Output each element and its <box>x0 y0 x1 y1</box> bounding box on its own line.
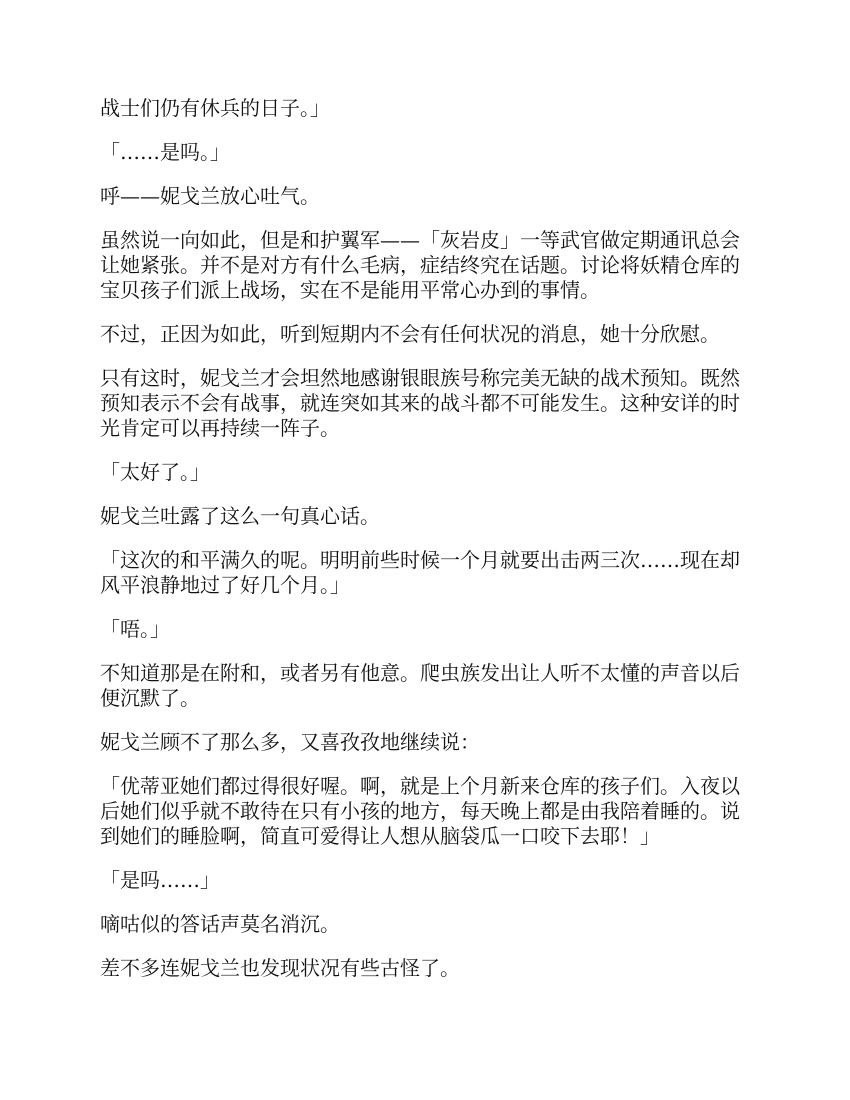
paragraph: 妮戈兰吐露了这么一句真心话。 <box>100 504 380 528</box>
paragraph: 妮戈兰顾不了那么多，又喜孜孜地继续说： <box>100 730 480 754</box>
paragraph: 「这次的和平满久的呢。明明前些时候一个月就要出击两三次……现在却风平浪静地过了好几个月。」 <box>100 548 740 597</box>
paragraph: 「是吗……」 <box>100 868 220 892</box>
paragraph: 不知道那是在附和，或者另有他意。爬虫族发出让人听不太懂的声音以后便沉默了。 <box>100 661 740 710</box>
paragraph: 「唔。」 <box>100 617 170 641</box>
paragraph: 不过，正因为如此，听到短期内不会有任何状况的消息，她十分欣慰。 <box>100 322 720 346</box>
paragraph: 差不多连妮戈兰也发现状况有些古怪了。 <box>100 956 460 980</box>
paragraph: 「……是吗。」 <box>100 140 230 164</box>
paragraph: 虽然说一向如此，但是和护翼军——「灰岩皮」一等武官做定期通讯总会让她紧张。并不是对方有什么毛病，症结终究在话题。讨论将妖精仓库的宝贝孩子们派上战场，实在不是能用平常心办到的事情。 <box>100 228 740 302</box>
paragraph: 嘀咕似的答话声莫名消沉。 <box>100 912 340 936</box>
paragraph: 战士们仍有休兵的日子。」 <box>100 96 330 120</box>
document-page <box>100 96 750 1000</box>
paragraph: 呼——妮戈兰放心吐气。 <box>100 184 320 208</box>
paragraph: 「优蒂亚她们都过得很好喔。啊，就是上个月新来仓库的孩子们。入夜以后她们似乎就不敢待在只有小孩的地方，每天晚上都是由我陪着睡的。说到她们的睡脸啊，简直可爱得让人想从脑袋瓜一口咬下去耶！」 <box>100 774 740 848</box>
paragraph: 「太好了。」 <box>100 460 210 484</box>
paragraph: 只有这时，妮戈兰才会坦然地感谢银眼族号称完美无缺的战术预知。既然预知表示不会有战事，就连突如其来的战斗都不可能发生。这种安详的时光肯定可以再持续一阵子。 <box>100 366 740 440</box>
